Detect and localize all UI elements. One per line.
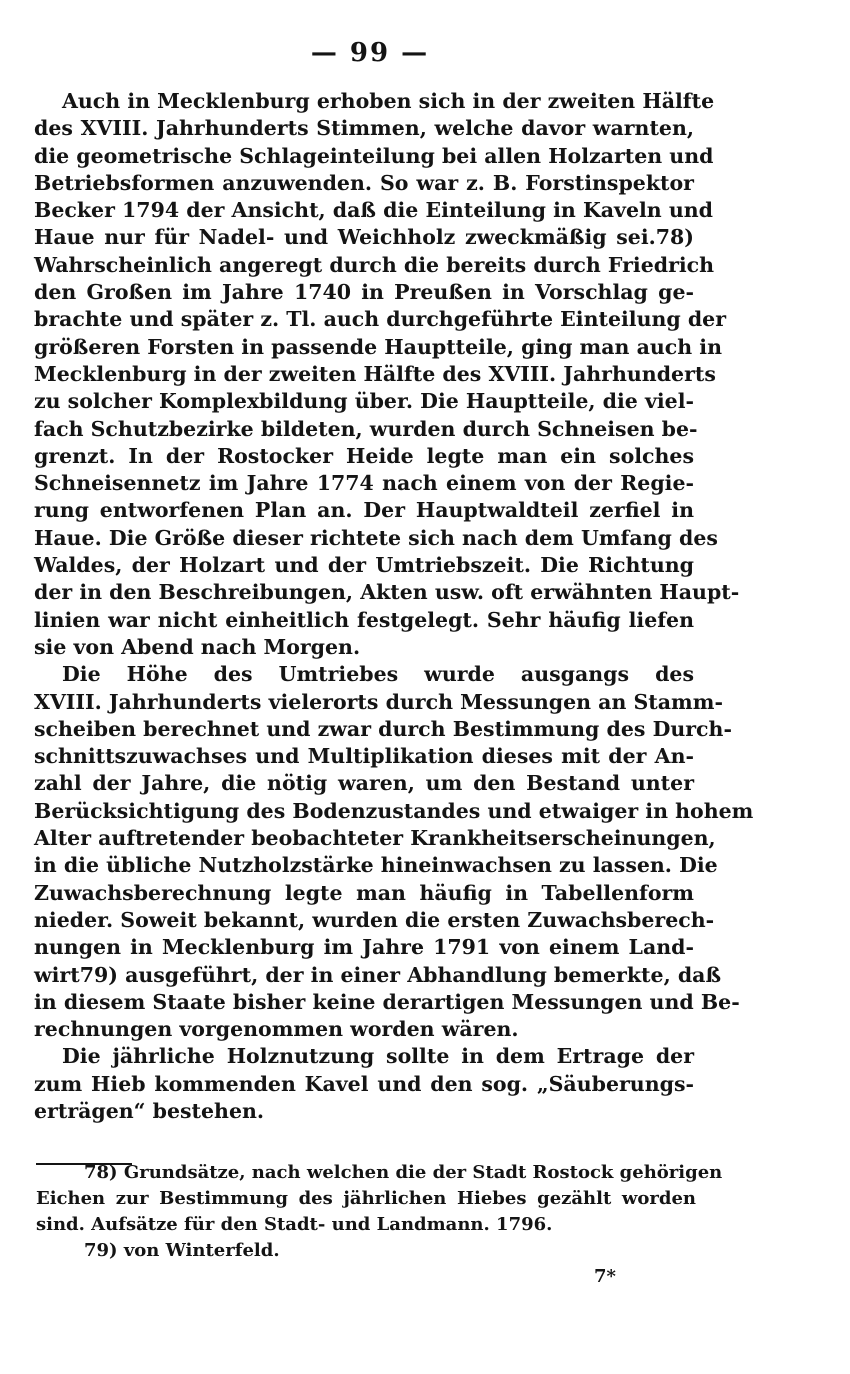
text-line: in die übliche Nutzholzstärke hineinwachsen zu lassen. Die <box>34 853 718 878</box>
text-line: des XVIII. Jahrhunderts Stimmen, welche davor warnten, <box>34 116 694 141</box>
footnote-78-continued: Eichen zur Bestimmung des jährlichen Hiebes gezählt worden <box>36 1188 696 1209</box>
text-line: Schneisennetz im Jahre 1774 nach einem von der Regie- <box>34 471 694 496</box>
footnotes <box>36 1160 723 1264</box>
text-line: wirt79) ausgeführt, der in einer Abhandlung bemerkte, daß <box>34 962 722 987</box>
text-line: Berücksichtigung des Bodenzustandes und etwaiger in hohem <box>34 798 754 823</box>
body-text <box>34 88 754 1125</box>
text-line: Alter auftretender beobachteter Krankheitserscheinungen, <box>34 826 716 851</box>
text-line: Die Höhe des Umtriebes wurde ausgangs des <box>62 662 694 687</box>
text-line: Mecklenburg in der zweiten Hälfte des XVIII. Jahrhunderts <box>34 361 716 386</box>
text-line: scheiben berechnet und zwar durch Bestimmung des Durch- <box>34 716 732 741</box>
text-line: rung entworfenen Plan an. Der Hauptwaldteil zerfiel in <box>34 498 694 523</box>
text-line: erträgen“ bestehen. <box>34 1098 265 1123</box>
signature-mark: 7* <box>594 1266 616 1287</box>
text-line: rechnungen vorgenommen worden wären. <box>34 1017 519 1042</box>
footnote-79: 79) von Winterfeld. <box>84 1240 280 1261</box>
text-line: sie von Abend nach Morgen. <box>34 634 361 659</box>
text-line: fach Schutzbezirke bildeten, wurden durch Schneisen be- <box>34 416 698 441</box>
text-line: der in den Beschreibungen, Akten usw. oft erwähnten Haupt- <box>34 580 740 605</box>
text-line: Haue nur für Nadel- und Weichholz zweckmäßig sei.78) <box>34 225 694 250</box>
text-line: linien war nicht einheitlich festgelegt. Sehr häufig liefen <box>34 607 694 632</box>
text-line: nungen in Mecklenburg im Jahre 1791 von einem Land- <box>34 935 694 960</box>
text-line: XVIII. Jahrhunderts vielerorts durch Messungen an Stamm- <box>34 689 723 714</box>
text-line: nieder. Soweit bekannt, wurden die ersten Zuwachsberech- <box>34 907 715 932</box>
text-line: Betriebsformen anzuwenden. So war z. B. Forstinspektor <box>34 170 694 195</box>
text-line: den Großen im Jahre 1740 in Preußen in Vorschlag ge- <box>34 280 694 305</box>
text-line: Wahrscheinlich angeregt durch die bereits durch Friedrich <box>34 252 715 277</box>
text-line: Becker 1794 der Ansicht, daß die Einteilung in Kaveln und <box>34 198 713 223</box>
text-line: in diesem Staate bisher keine derartigen Messungen und Be- <box>34 989 740 1014</box>
page-number: — 99 — <box>310 38 430 68</box>
text-line: grenzt. In der Rostocker Heide legte man ein solches <box>34 443 694 468</box>
text-line: die geometrische Schlageinteilung bei allen Holzarten und <box>34 143 714 168</box>
text-line: zahl der Jahre, die nötig waren, um den Bestand unter <box>34 771 694 796</box>
footnote-78: 78) Grundsätze, nach welchen die der Stadt Rostock gehörigen <box>84 1162 723 1183</box>
text-line: größeren Forsten in passende Hauptteile, ging man auch in <box>34 334 722 359</box>
text-line: Waldes, der Holzart und der Umtriebszeit. Die Richtung <box>34 553 694 578</box>
text-line: brachte und später z. Tl. auch durchgeführte Einteilung der <box>34 307 727 332</box>
text-line: Haue. Die Größe dieser richtete sich nach dem Umfang des <box>34 525 718 550</box>
text-line: Auch in Mecklenburg erhoben sich in der zweiten Hälfte <box>62 89 715 113</box>
text-line: Zuwachsberechnung legte man häufig in Tabellenform <box>34 880 694 905</box>
text-line: zum Hieb kommenden Kavel und den sog. „Säuberungs- <box>34 1071 694 1096</box>
text-line: schnittszuwachses und Multiplikation dieses mit der An- <box>34 744 694 769</box>
footnote-78-continued: sind. Aufsätze für den Stadt- und Landmann. 1796. <box>36 1214 553 1235</box>
text-line: zu solcher Komplexbildung über. Die Hauptteile, die viel- <box>34 389 695 414</box>
text-line: Die jährliche Holznutzung sollte in dem Ertrage der <box>62 1044 694 1069</box>
